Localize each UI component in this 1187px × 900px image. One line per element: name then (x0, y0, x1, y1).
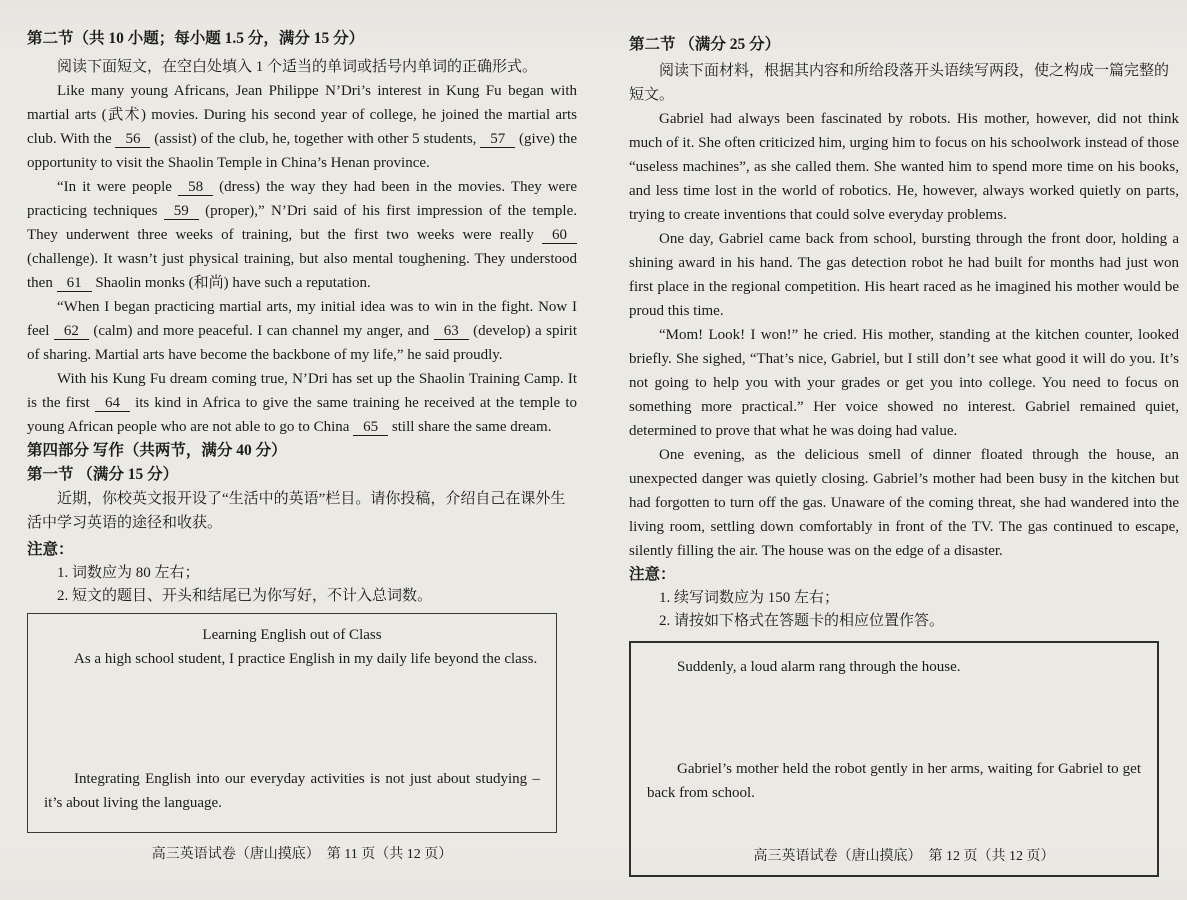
page-12-footer: 高三英语试卷（唐山摸底） 第 12 页（共 12 页） (753, 849, 1055, 864)
cloze-blank-59: 59 (164, 203, 199, 220)
cloze-blank-64: 64 (95, 395, 130, 412)
page-11-footer: 高三英语试卷（唐山摸底） 第 11 页（共 12 页） (151, 847, 453, 862)
notice-label-left: 注意： (27, 541, 74, 558)
essay-closing-sentence: Integrating English into our everyday activities is not just about studying – it’s about living the language. (44, 771, 540, 811)
cloze-blank-65: 65 (353, 419, 388, 436)
cloze-blank-62: 62 (54, 323, 89, 340)
essay-opening-sentence: As a high school student, I practice English in my daily life beyond the class. (74, 651, 538, 667)
continuation-notice-item-1: 1. 续写词数应为 150 左右； (659, 590, 840, 606)
story-paragraph-1: Gabriel had always been fascinated by robots. His mother, however, did not think much of it. She often criticized him, urging him to focus on his schoolwork instead of those “useless machines”, as she called them. She wanted him to spend more time on his books, and less time lost in the world of robotics. He, however, always worked quietly on parts, trying to create inventions that could solve everyday problems. (629, 111, 1179, 223)
cloze-blank-58: 58 (178, 179, 213, 196)
exam-page-11 (27, 0, 577, 900)
continuation-answer-box (629, 641, 1159, 877)
notice-item-2: 2. 短文的题目、开头和结尾已为你写好，不计入总词数。 (57, 587, 433, 604)
continuation-section-heading: 第二节 （满分 25 分） (629, 36, 781, 53)
cloze-blank-60: 60 (542, 227, 577, 244)
continuation-instructions: 阅读下面材料，根据其内容和所给段落开头语续写两段，使之构成一篇完整的短文。 (629, 63, 1170, 103)
cloze-instructions: 阅读下面短文，在空白处填入 1 个适当的单词或括号内单词的正确形式。 (57, 59, 538, 75)
cloze-paragraph-3: “When I began practicing martial arts, my initial idea was to win in the fight. Now I feel 62 (calm) and more peaceful. I can channel my anger, and 63 (develop) a spirit of sharing. Martial arts have become the backbone of my life,” he said proudly. (27, 299, 577, 363)
part4-section1-heading: 第一节 （满分 15 分） (27, 466, 179, 483)
cloze-blank-61: 61 (57, 275, 92, 292)
exam-page-12 (629, 0, 1179, 900)
cloze-blank-57: 57 (480, 131, 515, 148)
continuation-paragraph1-opener: Suddenly, a loud alarm rang through the house. (677, 659, 961, 675)
cloze-blank-56: 56 (115, 131, 150, 148)
part4-heading: 第四部分 写作（共两节，满分 40 分） (27, 442, 287, 459)
story-paragraph-4: One evening, as the delicious smell of dinner floated through the house, an unexpected danger was quietly closing. Gabriel’s mother had been busy in the kitchen but had forgotten to turn off the gas. Unaware of the coming threat, she had wandered into the living room, settling down comfortably in front of the TV. The gas continued to escape, silently filling the air. The house was on the edge of a disaster. (629, 447, 1179, 559)
continuation-notice-item-2: 2. 请按如下格式在答题卡的相应位置作答。 (659, 612, 945, 629)
cloze-paragraph-1: Like many young Africans, Jean Philippe N’Dri’s interest in Kung Fu began with martial arts (武术) movies. During his second year of college, he joined the martial arts club. With the 56 (assist) of the club, he, together with other 5 students, 57 (give) the opportunity to visit the Shaolin Temple in China’s Henan province. (27, 83, 577, 171)
essay-answer-box (27, 613, 557, 833)
cloze-paragraph-4: With his Kung Fu dream coming true, N’Dri has set up the Shaolin Training Camp. It is the first 64 its kind in Africa to give the same training he received at the temple to young African people who are not able to go to China 65 still share the same dream. (27, 371, 577, 435)
continuation-paragraph2-opener: Gabriel’s mother held the robot gently in her arms, waiting for Gabriel to get back from school. (647, 761, 1141, 801)
essay-title: Learning English out of Class (202, 627, 382, 643)
story-paragraph-3: “Mom! Look! I won!” he cried. His mother, standing at the kitchen counter, looked briefly. She sighed, “That’s nice, Gabriel, but I still don’t see what good it will do you. It’s not going to help you with your grades or get you into college. You need to focus on something more practical.” Her voice showed no interest. Gabriel remained quiet, determined to prove that what he was doing had value. (629, 327, 1179, 439)
writing-task-text: 近期，你校英文报开设了“生活中的英语”栏目。请你投稿，介绍自己在课外生活中学习英语的途径和收获。 (27, 491, 566, 531)
notice-label-right: 注意： (629, 566, 676, 583)
story-paragraph-2: One day, Gabriel came back from school, bursting through the front door, holding a shining award in his hand. The gas detection robot he had built for months had just won first place in the regional competition. His heart raced as he imagined his mother would be proud this time. (629, 231, 1179, 319)
cloze-blank-63: 63 (434, 323, 469, 340)
section2-heading: 第二节（共 10 小题；每小题 1.5 分，满分 15 分） (27, 30, 365, 47)
cloze-paragraph-2: “In it were people 58 (dress) the way they had been in the movies. They were practicing techniques 59 (proper),” N’Dri said of his first impression of the temple. They underwent three weeks of training, but the first two weeks were really 60 (challenge). It wasn’t just physical training, but also mental toughening. They understood then 61 Shaolin monks (和尚) have such a reputation. (27, 179, 577, 291)
notice-item-1: 1. 词数应为 80 左右； (57, 565, 200, 581)
